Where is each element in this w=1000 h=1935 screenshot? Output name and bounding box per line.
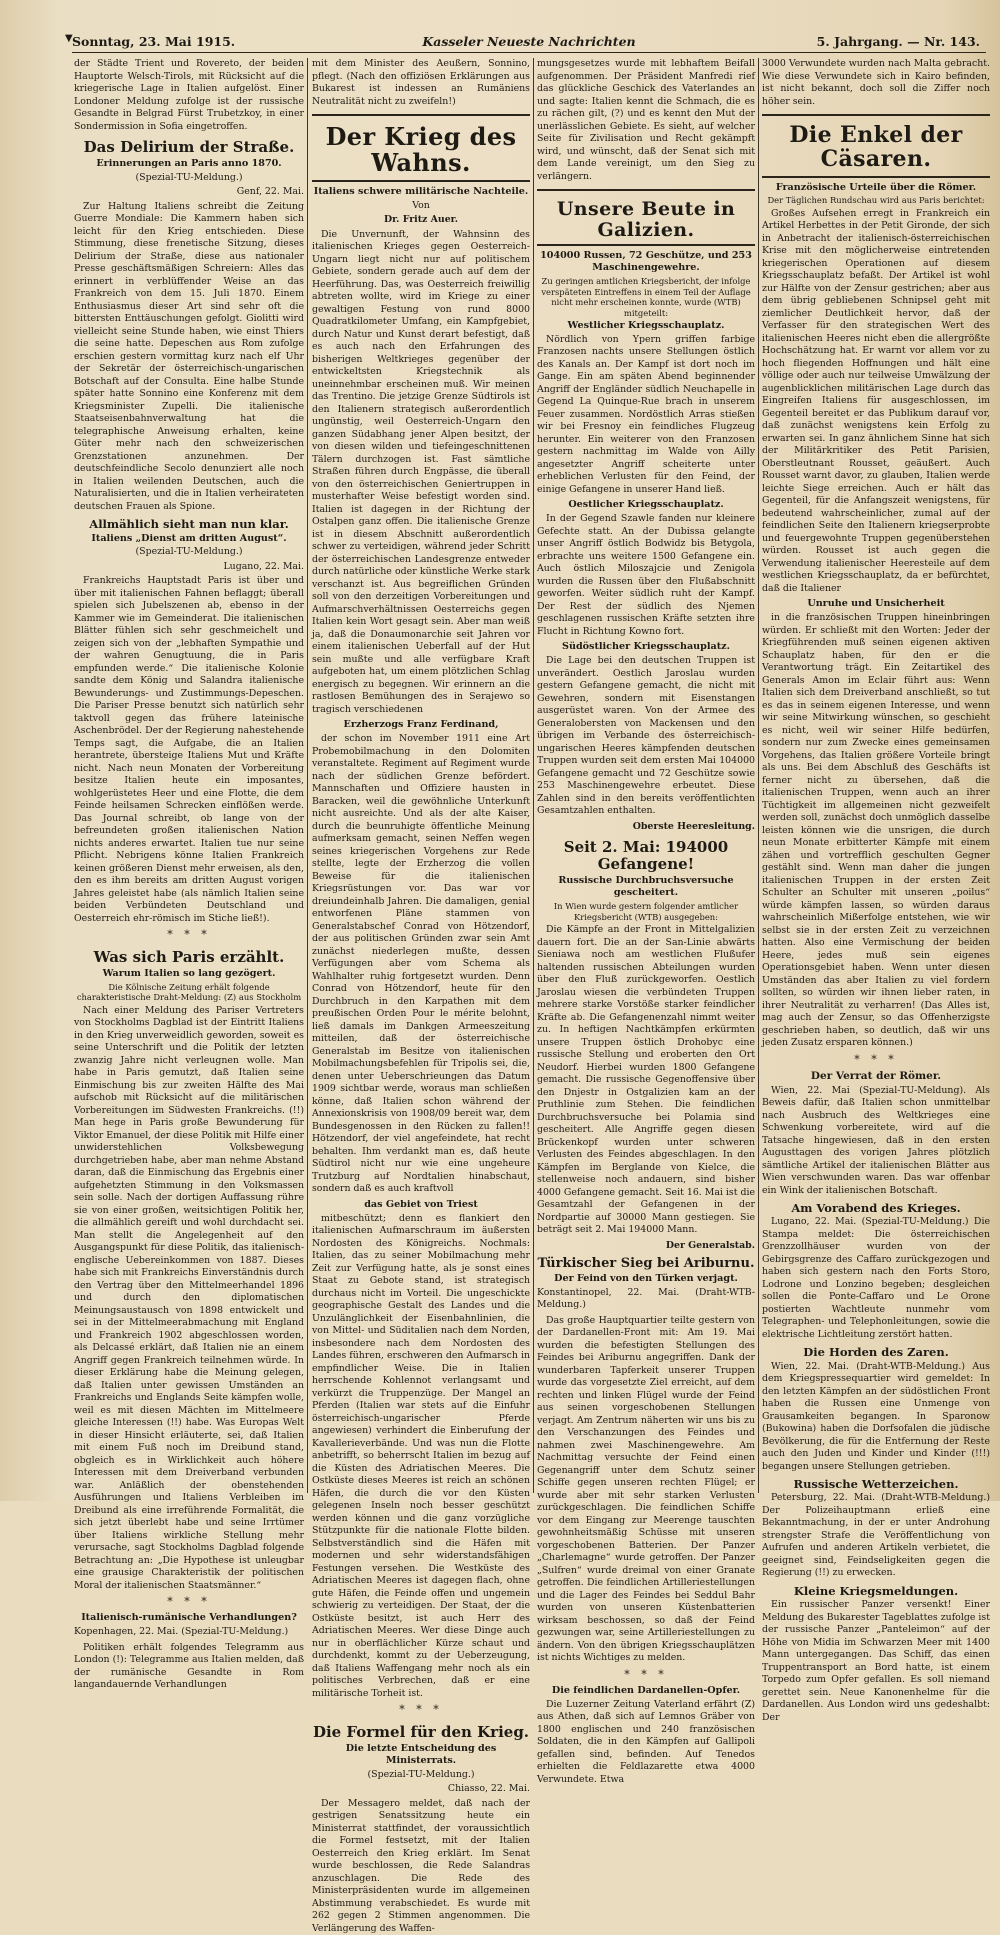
headline-seit-2-mai: Seit 2. Mai: 194000 Gefangene!	[563, 838, 729, 874]
article-body: Die Kämpfe an der Front in Mittelgalizien dauern fort. Die an der San-Linie abwärts Sieniawa noch am westlichen Flußufer haltenden russischen Abteilungen wurden über den Fluß zurückgeworfen. Oestlich Jaroslau wiesen die verbündeten Truppen mehrere starke Vorstöße starker feindlicher Kräfte ab. Die Gefangenenzahl nimmt weiter zu. In heftigen Nachtkämpfen erkürmten unsere Truppen östlich Drohobyc eine russische Stellung und eroberten den Ort Neudorf. Hierbei wurden 1800 Gefangene gemacht. Die russische Gegenoffensive über den Dnjestr in Ostgalizien kam an der Pruthlinie zum Stehen. Die feindlichen Durchbruchsversuche bei Polamia sind gescheitert. Alle Angriffe gegen diesen Brückenkopf wurden unter schweren Verlusten des Feindes abgeschlagen. In den Kämpfen im Berglande von Kielce, die stellenweise noch andauern, sind bisher 4000 Gefangene gemacht. Seit 16. Mai ist die Gesamtzahl der Gefangenen in der Nordpartie auf 30000 Mann gestiegen. Sie beträgt seit 2. Mai 194000 Mann.	[537, 924, 756, 1236]
article-body: Großes Aufsehen erregt in Frankreich ein Artikel Herbettes in der Petit Gironde, der sich in Anbetracht der italienisch-österreichischen Krise mit den möglicherweise eintretenden kriegerischen Operationen auf diesem Kriegsschauplatz befaßt. Der Artikel ist wohl zur Hälfte von der Zensur gestrichen; aber aus dem übrig gebliebenen Schnipsel geht mit ziemlicher Deutlichkeit hervor, daß der Verfasser für den strategischen Wert des italienischen Heeres nicht eben die allergrößte Hochschätzung hat. Er warnt vor allem vor zu hoch fliegenden Hoffnungen und hält eine völlige oder auch nur teilweise Umwälzung der augenblicklichen militärischen Lage durch das Eingreifen Italiens für ausgeschlossen, im Gegenteil bereitet er das Publikum darauf vor, daß zunächst wenigstens kein Erfolg zu erwarten sei. In ganz ähnlichem Sinne hat sich der Militärkritiker des Petit Parisien, Oberstleutnant Rousset, geäußert. Auch Rousset warnt davor, zu glauben, Italien werde leichte Siege erreichen. Auch er hält das Gegenteil, für die Anfangszeit wenigstens, für bedeutend wahrscheinlicher, zumal auf der feindlichen Seite den Italienern kriegserprobte und feuergewohnte Truppen gegenüberstehen würden. Rousset ist auch gegen die Verwendung italienischer Heeresteile auf dem westlichen Kriegsschauplatz, da er befürchtet, daß die Italiener	[762, 207, 990, 594]
agency-note: (Spezial-TU-Meldung.)	[135, 546, 243, 558]
headline-ariburnu: Türkischer Sieg bei Ariburnu.	[537, 1256, 755, 1272]
headline-horden: Die Horden des Zaren.	[803, 1345, 949, 1360]
signature: Oberste Heeresleitung.	[632, 820, 755, 832]
article-body: Ein russischer Panzer versenkt! Einer Meldung des Bukarester Tageblattes zufolge ist der russische Panzer „Panteleimon“ auf der Höhe von Midia im Schwarzen Meer mit 1400 Mann untergegangen. Das Schiff, das einen Truppentransport an Bord hatte, ist einem Torpedo zum Opfer gefallen. Es soll niemand gerettet sein. Neue Kanonenhelme für die Dardanellen. Aus London wird uns gedeshalbt: Der	[762, 1599, 990, 1723]
headline-delirium: Das Delirium der Straße.	[83, 138, 295, 156]
headline-enkel-der-caesaren: Die Enkel der Cäsaren.	[789, 122, 963, 172]
column-rule	[533, 58, 534, 1493]
headline-kleine-kriegsmeldungen: Kleine Kriegsmeldungen.	[793, 1583, 959, 1598]
masthead-issue: 5. Jahrgang. — Nr. 143.	[816, 34, 980, 49]
article-body: Politiken erhält folgendes Telegramm aus London (!): Telegramme aus Italien melden, daß der rumänische Gesandte in Rom langandauernde Verhandlungen	[74, 1641, 304, 1690]
article-body: in die französischen Truppen hineinbringen würden. Er schließt mit den Worten: Jeder der Kriegführenden muß seinen eigenen aktiven Schauplatz haben, für den er die Verantwortung trägt. Ein Zeitartikel des Generals Amon im Eclair führt aus: Wenn Italien sich dem Dreiverband anschließt, so tut es das in seinem eigenen Interesse, und wenn wir seine Mitwirkung wünschen, so geschieht es nicht, weil wir seiner Hilfe bedürfen, sondern nur zum Zwecke eines gemeinsamen Vorgehens, das Italien größere Vorteile bringt als uns. Bei dem Abschluß des Geschäfts ist ferner nicht zu übersehen, daß die italienischen Truppen, wenn auch an ihrer Tüchtigkeit im allgemeinen nicht gezweifelt werden soll, zunächst doch unmöglich dasselbe leisten können wie die unsrigen, die durch neun Monate erbitterter Kämpfe mit einem zähen und vortrefflich geschulten Gegner gestählt sind. Wenn man daher die jungen italienischen Truppen in der ersten Zeit Schulter an Schulter mit unseren „poilus“ würde kämpfen lassen, so würden daraus wahrscheinlich Mißerfolge entstehen, wie wir selbst sie in der ersten Zeit zu verzeichnen hatten. Also eine Vermischung der beiden Heere, jedes muß sein eigenes Operationsgebiet haben. Wenn unter diesen Umständen das aber Italien zu viel fordern sollten, so würden wir ihnen lieber raten, in ihrer Neutralität zu verharren! (Das Alles ist, mag auch der Zensur, so das Offenherzigste geschrieben haben, so deutlich, daß wir uns jeden Zusatz ersparen können.)	[762, 612, 990, 1049]
headline-beute: Unsere Beute in Galizien.	[556, 198, 736, 241]
author-name: Dr. Fritz Auer.	[383, 214, 459, 226]
dateline: Lugano, 22. Mai.	[223, 560, 304, 572]
article-body: Nördlich von Ypern griffen farbige Franzosen nachts unsere Stellungen östlich des Kanals an. Der Kampf ist dort noch im Gange. Ein am späten Abend beginnender Angriff der Engländer südlich Neuchapelle in Gegend La Quinque-Rue brach in unserem Feuer zusammen. Nordöstlich Arras stießen wir bei Fresnoy ein feindliches Flugzeug herunter. Ein weiterer von den Franzosen gestern nachmittag im Walde von Ailly angesetzter Angriff scheiterte unter erheblichen Verlusten für den Feind, der einige Gefangene in unserer Hand ließ.	[537, 333, 755, 495]
subheadline: Die letzte Entscheidung des Ministerrats.	[345, 1742, 497, 1766]
article-body: Der Messagero meldet, daß nach der gestrigen Senatssitzung heute ein Ministerrat stattfindet, der voraussichtlich die Formel festsetzt, mit der Italien Oesterreich den Krieg erklärt. Im Senat wurde beschlossen, die Rede Salandras anzuschlagen. Die Rede des Ministerpräsidenten wurde im allgemeinen Abstimmung verabschiedet. Es wurde mit 262 gegen 2 Stimmen angenommen. Die Verlängerung des Waffen-	[312, 1797, 530, 1934]
section-separator: * * *	[624, 1667, 668, 1681]
dateline: Genf, 22. Mai.	[236, 186, 304, 198]
column-1	[74, 58, 304, 1690]
headline-russische-wetterzeichen: Russische Wetterzeichen.	[793, 1477, 959, 1492]
masthead-date: Sonntag, 23. Mai 1915.	[72, 34, 236, 49]
subheadline: Warum Italien so lang gezögert.	[102, 967, 276, 979]
inline-subhead: Erzherzogs Franz Ferdinand,	[343, 719, 499, 731]
headline-romanian: Italienisch-rumänische Verhandlungen?	[81, 1612, 297, 1624]
column-3	[537, 58, 756, 1785]
headline-krieg-des-wahns: Der Krieg des Wahns.	[325, 122, 517, 177]
column-4	[762, 58, 990, 1723]
subheadline: Russische Durchbruchsversuche gescheitert.	[558, 875, 734, 899]
article-body: Das große Hauptquartier teilte gestern von der Dardanellen-Front mit: Am 19. Mai wurden die befestigten Stellungen des Feindes bei Ariburnu angegriffen. Dank der wunderbaren Tapferkeit unserer Truppen wurde das vorgesetzte Ziel erreicht, auf dem rechten und linken Flügel wurde der Feind aus seinen vorgeschobenen Stellungen verjagt. Am Zentrum näherten wir uns bis zu den Verschanzungen des Feindes und nahmen zwei Maschinengewehre. Am Nachmittag versuchte der Feind einen Gegenangriff unter dem Schutz seiner Schiffe gegen unseren rechten Flügel; er wurde aber mit sehr starken Verlusten zurückgeschlagen. Die feindlichen Schiffe vor dem Eingang zur Meerenge tauschten gewohnheitsmäßig Schüsse mit unseren vorgeschobenen Batterien. Der Panzer „Charlemagne“ wurde getroffen. Der Panzer „Sulfren“ wurde dreimal von einer Granate getroffen. Die feindlichen Artilleriestellungen und die Lager des Feindes bei Seddul Bahr wurden von unseren Küstenbatterien wirksam beschossen, so daß der Feind gezwungen war, seine Artilleriestellungen zu ändern. Von den übrigen Kriegsschauplätzen ist nichts Wichtiges zu melden.	[537, 1314, 755, 1664]
section-separator: * * *	[399, 1703, 443, 1717]
section-head: Oestlicher Kriegsschauplatz.	[568, 499, 724, 511]
subheadline: Erinnerungen an Paris anno 1870.	[96, 157, 282, 169]
byline-prefix: Von	[412, 199, 430, 211]
subheadline: 104000 Russen, 72 Geschütze, und 253 Maschinengewehre.	[540, 250, 752, 274]
headline-verrat: Der Verrat der Römer.	[810, 1069, 942, 1082]
fold-mark-icon: ▼	[65, 33, 73, 44]
headline-opfer: Die feindlichen Dardanellen-Opfer.	[551, 1684, 741, 1696]
article-body: Lugano, 22. Mai. (Spezial-TU-Meldung.) Die Stampa meldet: Die österreichischen Grenzzollhäuser wurden von der Gebirgsgrenze des Caffaro zurückgezogen und haben sich gestern nach den Forts Storo, Lodrone und Lonzino begeben; desgleichen sollen die Ponte-Caffaro und Le Orone postierten Wachtleute nunmehr vom Telegraphen- und Telephonleitungen, sowie die elektrische Lichtleitung zerstört hatten.	[762, 1216, 990, 1340]
headline-allmaehlich: Allmählich sieht man nun klar.	[89, 517, 289, 532]
subheadline: Der Feind von den Türken verjagt.	[554, 1272, 738, 1284]
headline-formel: Die Formel für den Krieg.	[312, 1722, 530, 1741]
headline-frame	[312, 114, 530, 182]
agency-note: (Spezial-TU-Meldung.)	[135, 171, 243, 183]
signature: Der Generalstab.	[665, 1239, 755, 1251]
headline-frame	[762, 114, 990, 178]
inline-subhead: das Gebiet von Triest	[364, 1198, 478, 1210]
headline-vorabend: Am Vorabend des Krieges.	[791, 1201, 961, 1216]
column-rule	[307, 58, 308, 1493]
article-continuation: mit dem Minister des Aeußern, Sonnino, pflegt. (Nach den offiziösen Erklärungen aus Bukarest ist indessen an Rumäniens Neutralität nicht zu zweifeln!)	[312, 58, 530, 107]
headline-paris: Was sich Paris erzählt.	[93, 948, 285, 967]
article-body: Frankreichs Hauptstadt Paris ist über und über mit italienischen Fahnen beflaggt; überall spielen sich Jubelszenen ab, ebenso in der Kammer wie im Gemeinderat. Die italienischen Blätter fühlen sich sehr geschmeichelt und zeigen sich von der „lebhaften Sympathie und der wahren Genugtuung, die in Paris empfunden werde.“ Die italienische Kolonie sandte dem König und Salandra italienische Bewunderungs- und Zustimmungs-Depeschen. Die Pariser Presse benutzt sich natürlich sehr taktvoll gegen das frühere lateinische Aschenbrödel. Der der Regierung nahestehende Temps sagt, die Aufgabe, die an Italien herantrete, übersteige Italiens Mut und Kräfte nicht. Nach neun Monaten der Vorbereitung besitze Italien heute ein imposantes, wohlgerüstetes Heer und eine Flotte, die dem Feinde heilsamen Schrecken einflößen werde. Das Journal schreibt, ob lange von der befreundeten großen italienischen Nation nichts anderes erwartet. Italien tue nur seine Pflicht. Nebrigens könne Italien Frankreich keinen größeren Dienst mehr erweisen, als den, den es ihm bereits am dritten August vorigen Jahres geleistet habe (als nämlich Italien seine beiden Verbündeten Deutschland und Oesterreich ehr-römisch im Stiche ließ!).	[74, 575, 304, 924]
dateline: Chiasso, 22. Mai.	[447, 1783, 530, 1795]
section-head: Westlicher Kriegsschauplatz.	[567, 320, 725, 331]
article-continuation: mungsgesetzes wurde mit lebhaftem Beifall aufgenommen. Der Präsident Manfredi rief das glückliche Geschick des Vaterlandes an und sagte: Italien kennt die Schmach, die es zu rächen gilt, (?) und es kennt den Mut der unerlässlichen Gebiete. Es sieht, auf welcher Seite für Zivilisation und Recht gekämpft wird, und wünscht, daß der Senat sich mit dem Lande vereinigt, um den Sieg zu verlängern.	[537, 58, 755, 182]
article-body: Wien, 22. Mai. (Draht-WTB-Meldung.) Aus dem Kriegspressequartier wird gemeldet: In den letzten Kämpfen an der südöstlichen Front haben die Russen eine Unmenge von Grausamkeiten begangen. In Sparonow (Bukowina) haben die Dorfsofalen die jüdische Bevölkerung, die für die Entfernung der Reste auch den Juden und Kinder und Kinder (!!!) begangen unsere Stellungen getrieben.	[762, 1360, 990, 1472]
section-separator: * * *	[167, 1595, 211, 1609]
masthead	[65, 30, 986, 53]
article-body: In der Gegend Szawle fanden nur kleinere Gefechte statt. An der Dubissa gelangte unser Angriff östlich Bodwidz bis Betygola, erbrachte uns weitere 1500 Gefangene ein. Auch östlich Miloszajcie und Zenigola wurden die Russen über den Flußabschnitt geworfen. Weiter südlich ruht der Kampf. Der Rest der südlich des Njemen geschlagenen russischen Kräfte setzten ihre Flucht in Richtung Kowno fort.	[537, 513, 755, 637]
source-note: Die Kölnische Zeitung erhält folgende charakteristische Draht-Meldung: (Z) aus Stockholm	[76, 981, 302, 1003]
dateline-inline: Konstantinopel, 22. Mai. (Draht-WTB-Meldung.)	[537, 1286, 755, 1311]
subheadline: Italiens schwere militärische Nachteile.	[313, 185, 529, 197]
subheadline: Italiens „Dienst am dritten August“.	[91, 532, 287, 544]
headline-frame	[537, 189, 755, 246]
source-note: In Wien wurde gestern folgender amtlicher Kriegsbericht (WTB) ausgegeben:	[553, 901, 739, 922]
column-2	[312, 58, 530, 1934]
section-separator: * * *	[854, 1052, 898, 1066]
article-body: der schon im November 1911 eine Art Probemobilmachung in den Dolomiten veranstaltete. Regiment auf Regiment wurde nach der südlichen Grenze befördert. Mannschaften und Offiziere hausten in Baracken, weil die gewöhnliche Unterkunft nicht ausreichte. Und als der alte Kaiser, durch die beunruhigte öffentliche Meinung aufmerksam gemacht, seinen Neffen wegen seines kriegerischen Vorgehens zur Rede stellte, legte der Erzherzog die vollen Beweise für die italienischen Kriegsrüstungen vor. Das war vor dreiundeinhalb Jahren. Die damaligen, genial entworfenen Pläne stammen von Generalstabschef Conrad von Hötzendorf, der aus politischen Gründen zwar sein Amt zunächst niederlegen mußte, dessen Verfügungen aber vom Schema als Wahlhalter ruhig fortgesetzt wurden. Denn Conrad von Hötzendorf, heute für den Durchbruch in den Karpathen mit dem preußischen Orden Pour le mérite belohnt, ließ damals im Dankgen Armeeszeitung mitteilen, daß der österreichische Generalstab im Besitze von italienischen Mobilmachungsbefehlen für Tripolis sei, die, denen unter Ueberschrieungen das Datum 1909 sichtbar werde, woraus man schließen könne, daß Italien schon während der Annexionskrisis von 1908/09 bereit war, dem Bundesgenossen in den Rücken zu fallen!! Hötzendorf, der viel angefeindete, hat recht behalten. Ihm verdankt man es, daß heute Südtirol nicht nur wie eine ungeheure Trutzburg auf Nordtalien hinabschaut, sondern daß es auch kraftvoll	[312, 733, 530, 1195]
article-body: Wien, 22. Mai (Spezial-TU-Meldung). Als Beweis dafür, daß Italien schon unmittelbar nach Ausbruch des Weltkrieges eine Schwenkung vorbereitete, wird auf die Tatsache hingewiesen, daß in den ersten Augusttagen des vorigen Jahres plötzlich sämtliche Artikel der italienischen Blätter aus Wien verschwunden waren. Das war offenbar ein Wink der italienischen Botschaft.	[762, 1084, 990, 1196]
article-body: mitbeschützt; denn es flankiert den italienischen Aufmarschraum im äußersten Nordosten des Königreichs. Nochmals: Italien, das zu seiner Mobilmachung mehr Zeit zur Verfügung hatte, als je sonst eines Staat zu Gebote stand, ist strategisch durchaus nicht im Vorteil. Die ungeschickte geographische Gestalt des Landes und die Unzulänglichkeit der Eisenbahnlinien, die von Mittel- und Süditalien nach dem Norden, insbesondere nach dem Nordosten des Landes führen, erschweren den Aufmarsch in empfindlicher Weise. Die in Italien herrschende Kohlennot verlangsamt und verkürzt die Truppenzüge. Der Mangel an Pferden (Italien war stets auf die Einfuhr österreichisch-ungarischer Pferde angewiesen) verhindert die Einberufung der Kavallerieverbände. Und was nun die Flotte anbetrifft, so beherrscht Italien im bezug auf die Küsten des Adriatischen Meeres. Die Ostküste dieses Meeres ist reich an schönen Häfen, die durch die vor den Küsten gelegenen Inseln noch besser geschützt werden können und die ganz vorzügliche Stützpunkte für die nationale Flotte bilden. Selbstverständlich sind die Häfen mit modernen und sehr widerstandsfähigen Festungen versehen. Die Westküste des Adriatischen Meeres ist dagegen flach, ohne gute Häfen, die Feinde offen und ungemein schwierig zu verteidigen. Der Staat, der die Ostküste besitzt, ist auch Herr des Adriatischen Meeres. Wer diese Dinge auch nur in oberflächlicher Kürze schaut und durchdenkt, kommt zu der Ueberzeugung, daß Italiens Waffengang mehr noch als ein politisches Verbrechen, daß er eine militärische Torheit ist.	[312, 1212, 530, 1699]
source-note: Der Täglichen Rundschau wird aus Paris berichtet:	[767, 195, 985, 206]
article-continuation: der Städte Trient und Rovereto, der beiden Hauptorte Welsch-Tirols, mit Rücksicht auf die kriegerische Lage in Italien aufgelöst. Einer Londoner Meldung zufolge ist der russische Gesandte in Belgrad Fürst Trubetzkoy, in einer Sondermission in Sofia eingetroffen.	[74, 58, 304, 132]
article-body: Die Luzerner Zeitung Vaterland erfährt (Z) aus Athen, daß sich auf Lemnos Gräber von 1800 englischen und 240 französischen Soldaten, die in den Kämpfen auf Gallipoli gefallen sind, befinden. Auf Tenedos erhielten die Feldlazarette etwa 4000 Verwundete. Etwa	[537, 1698, 755, 1785]
article-body: Die Lage bei den deutschen Truppen ist unverändert. Oestlich Jaroslau wurden gestern Gefangene gemacht, die nicht mit Gewehren, sondern mit Eisenstangen ausgerüstet waren. Von der Armee des Generalobersten von Mackensen und den übrigen im Verbande des österreichisch-ungarischen Heeres kämpfenden deutschen Truppen wurden seit dem ersten Mai 104000 Gefangene gemacht und 72 Geschütze sowie 253 Maschinengewehre erbeutet. Diese Zahlen sind in den bereits veröffentlichten Gesamtzahlen enthalten.	[537, 655, 755, 817]
section-head: Südöstlicher Kriegsschauplatz.	[562, 641, 730, 653]
section-separator: * * *	[167, 928, 211, 942]
source-note: Zu geringen amtlichen Kriegsbericht, der infolge verspäteten Eintreffens in einem Teil der Auflage nicht mehr erscheinen konnte, wurde (WTB) mitgeteilt:	[541, 276, 751, 318]
agency-note: (Spezial-TU-Meldung.)	[367, 1768, 475, 1780]
subheadline: Französische Urteile über die Römer.	[775, 181, 977, 193]
article-body: Die Unvernunft, der Wahnsinn des italienischen Krieges gegen Oesterreich-Ungarn liegt nicht nur auf politischem Gebiete, sondern gerade auch auf dem der Heerführung. Das, was Oesterreich freiwillig abtreten wollte, wird im Kriege zu einer gewaltigen Festung von rund 8000 Quadratkilometer Umfang, ein Kampfgebiet, durch Natur und Kunst derart befestigt, daß es auch nach den Erfahrungen des bisherigen Weltkrieges gegenüber der entwickeltsten Kriegstechnik als uneinnehmbar erscheinen muß. Wir meinen das Trentino. Die jetzige Grenze Südtirols ist den Italienern strategisch außerordentlich ungünstig, weil Oesterreich-Ungarn den ganzen Südabhang jener Alpen besitzt, der von diesen wilden und tiefeingeschnittenen Tälern durchzogen ist. Fast sämtliche Straßen führen durch Engpässe, die überall von den österreichischen Geniertruppen in musterhafter Weise befestigt worden sind. Italien ist dagegen in der Richtung der Ostalpen ganz offen. Die italienische Grenze ist in diesem Abschnitt außerordentlich schwer zu verteidigen, während jeder Schritt der österreichischen Landesgrenze entweder durch natürliche oder künstliche Werke stark verschanzt ist. Aus begreiflichen Gründen soll von den derzeitigen Vorbereitungen und Aufmarschverhältnissen Oesterreichs gegen Italien kein Wort gesagt sein. Aber man weiß ja, daß die Donaumonarchie seit Jahren vor einem italienischen Ueberfall auf der Hut sein mußte und alle verfügbare Kraft aufgeboten hat, um einem plötzlichen Schlag energisch zu begegnen. Wir erinnern an die rastlosen Bemühungen des in Serajewo so tragisch verschiedenen	[312, 228, 530, 715]
article-continuation: 3000 Verwundete wurden nach Malta gebracht. Wie diese Verwundete sich in Kairo befinden, ist nicht bekannt, doch soll die Ziffer noch höher sein.	[762, 58, 990, 107]
article-body: Petersburg, 22. Mai. (Draht-WTB-Meldung.) Der Polizeihauptmann erließ eine Bekanntmachung, in der er unter Androhung strengster Strafe die Veröffentlichung von Aufrufen und anderen Artikeln verbietet, die geeignet sind, Feindseligkeiten gegen die Regierung (!!) zu erwecken.	[762, 1492, 990, 1579]
article-body: Zur Haltung Italiens schreibt die Zeitung Guerre Mondiale: Die Kammern haben sich leicht für den Krieg entschieden. Diese Stimmung, diese frenetische Sitzung, dieses Delirium der Straße, diese aus nationaler Presse geschäftsmäßigen Schreiern: Alles das erinnert in verblüffender Weise an das Frankreich von dem 15. Juli 1870. Einem Enthusiasmus dieser Art sind sehr oft die bittersten Enttäuschungen gefolgt. Giolitti wird vielleicht seine Stunde haben, wie einst Thiers die seine hatte. Depeschen aus Rom zufolge erschien gestern vormittag kurz nach elf Uhr der Sekretär der österreichisch-ungarischen Botschaft auf der Consulta. Eine halbe Stunde später hatte Sonnino eine Konferenz mit dem Kriegsminister Zupelli. Die italienische Staatseisenbahnverwaltung hat die telegraphische Anweisung erhalten, keine Güter mehr nach den schweizerischen Grenzstationen anzunehmen. Der deutschfeindliche Secolo denunziert alle noch in Italien weilenden Deutschen, auch die Naturalisierten, und die in Italien verheirateten deutschen Frauen als Spione.	[74, 200, 304, 512]
dateline-inline: Kopenhagen, 22. Mai. (Spezial-TU-Meldung.)	[74, 1626, 289, 1637]
article-body: Nach einer Meldung des Pariser Vertreters von Stockholms Dagblad ist der Eintritt Italiens in den Krieg unverweidlich geworden, soweit es seine Unterschrift und die Politik der letzten zwanzig Jahre nicht verleugnen wolle. Man habe in Paris gemutzt, daß Italien seine Einmischung bis zur zweiten Hälfte des Mai aufschob mit Rücksicht auf die militärischen Vorbereitungen im Südwesten Frankreichs. (!!) Man hege in Paris große Bewunderung für Viktor Emanuel, der diese Politik mit Hilfe einer unwiderstehlichen Volksbewegung durchgetrieben habe, aber man nehme Abstand daran, daß die Einmischung das Ergebnis einer aufgehetzten Stimmung in den Volksmassen sein solle. Nach der dortigen Auffassung rühre sie von einer großen, weitsichtigen Politik her, die allmählich gereift und wohl durchdacht sei. Man stellt die Angelegenheit auf den Ausgangspunkt für diese Politik, das italienisch-englische Uebereinkommen von 1887. Dieses habe sich mit Frankreichs Einverständnis durch den Vertrag über den Mittelmeerhandel 1896 und durch den diplomatischen Meinungsaustausch von 1898 entwickelt und sei in der Mittelmeerabmachung mit England und Frankreich 1902 abgeschlossen worden, als Delcassé erklärt, daß Italien nie an einem Angriff gegen Frankreich teilnehmen würde. In dieser Erklärung habe die Meinung gelegen, daß Italien unter gewissen Umständen an Frankreichs und Englands Seite kämpfen wolle, weil es mit diesen Mächten im Mittelmeere gleiche Interessen (!!) habe. Was Europas Welt in dieser Hinsicht erläuterte, sei, daß Italien mit einem Fuß noch im Dreibund stand, obgleich es in Wirklichkeit auch höhere Interessen mit dem Dreiverband verbunden war. Anläßlich der obenstehenden Ausführungen und Italiens Verbleiben im Dreibund als eine irreführende Formalität, die sich jetzt überlebt habe und seine Irrtümer über Italiens wirkliche Stellung mehr verursache, sagt Stockholms Dagblad folgende Betrachtung an: „Die Hypothese ist unleugbar eine grausige Charakteristik der politischen Moral der italienischen Staatsmänner.“	[74, 1004, 304, 1591]
column-rule	[758, 58, 759, 1493]
masthead-newspaper-title: Kasseler Neueste Nachrichten	[422, 34, 636, 49]
inline-subhead: Unruhe und Unsicherheit	[807, 598, 945, 610]
